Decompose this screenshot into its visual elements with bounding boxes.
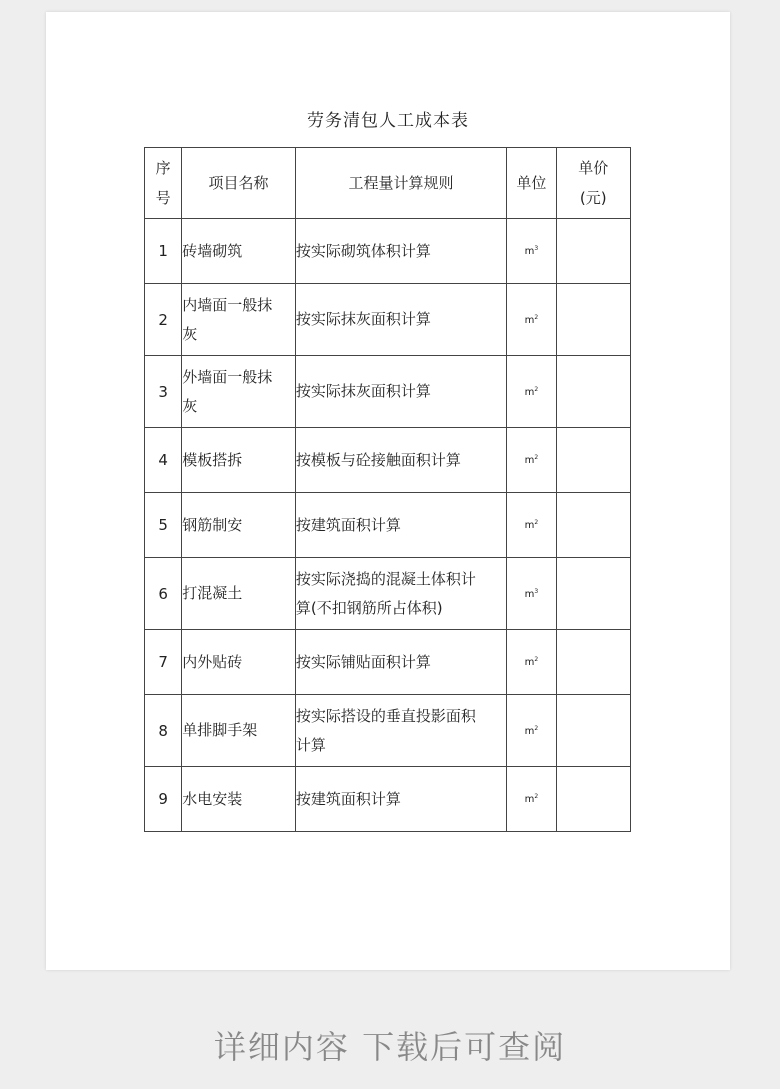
- row-price: [556, 428, 631, 493]
- unit-symbol: m: [524, 314, 535, 326]
- row-unit: [507, 767, 556, 832]
- labor-cost-table: [144, 147, 631, 832]
- row-name: [182, 767, 296, 832]
- row-unit: [507, 356, 556, 428]
- table-header-row: [145, 148, 631, 219]
- row-price: [556, 356, 631, 428]
- row-name-line1: 钢筋制安: [182, 515, 243, 534]
- row-name: [182, 219, 296, 284]
- row-price: [556, 219, 631, 284]
- row-rule-line1: 按建筑面积计算: [295, 789, 401, 808]
- row-no: 1: [145, 219, 182, 284]
- row-rule-line1: 按实际抹灰面积计算: [295, 310, 431, 328]
- row-rule-line1: 按实际搭设的垂直投影面积: [295, 706, 476, 725]
- row-price: [556, 695, 631, 767]
- row-name-line1: 砖墙砌筑: [182, 241, 243, 260]
- row-name: [182, 630, 296, 695]
- table-row: [145, 558, 631, 630]
- header-no-line1: 序: [155, 159, 171, 177]
- unit-symbol: m: [524, 657, 535, 668]
- unit-superscript: 2: [534, 519, 539, 526]
- table-row: [145, 356, 631, 428]
- row-rule: [295, 767, 506, 832]
- table-row: [145, 630, 631, 695]
- row-rule-line1: 按实际铺贴面积计算: [295, 652, 431, 671]
- row-unit: [507, 428, 556, 493]
- row-name-line1: 打混凝土: [182, 584, 243, 602]
- row-no: 9: [145, 767, 182, 832]
- row-rule-line2: 计算: [295, 735, 326, 754]
- unit-superscript: 2: [534, 656, 539, 663]
- row-name-line1: 单排脚手架: [182, 721, 258, 739]
- row-rule-line1: 按实际浇捣的混凝土体积计: [295, 569, 476, 588]
- unit-superscript: 3: [534, 587, 539, 595]
- row-price: [556, 767, 631, 832]
- row-name: [182, 284, 296, 356]
- unit-symbol: m: [524, 725, 535, 737]
- row-unit: [507, 284, 556, 356]
- row-name-line2: 灰: [182, 396, 198, 415]
- row-name: [182, 428, 296, 493]
- row-rule: [295, 630, 506, 695]
- unit-superscript: 2: [534, 793, 539, 800]
- header-price-line2: (元): [579, 189, 607, 207]
- row-name: [182, 493, 296, 558]
- row-unit: [507, 630, 556, 695]
- unit-superscript: 3: [534, 245, 539, 252]
- row-rule: [295, 356, 506, 428]
- table-row: [145, 695, 631, 767]
- row-rule: [295, 428, 506, 493]
- unit-symbol: m: [524, 246, 535, 257]
- row-rule: [295, 695, 506, 767]
- unit-superscript: 2: [534, 454, 539, 461]
- header-no: [145, 148, 182, 219]
- unit-symbol: m: [524, 588, 535, 600]
- header-rule: 工程量计算规则: [295, 148, 506, 219]
- download-hint: 详细内容 下载后可查阅: [213, 1028, 567, 1066]
- row-rule: [295, 284, 506, 356]
- row-unit: [507, 219, 556, 284]
- header-price-line1: 单价: [578, 159, 609, 177]
- table-row: [145, 767, 631, 832]
- header-unit: 单位: [507, 148, 556, 219]
- row-rule: [295, 219, 506, 284]
- row-no: 2: [145, 284, 182, 356]
- row-rule-line1: 按实际抹灰面积计算: [295, 382, 431, 400]
- unit-symbol: m: [524, 794, 535, 805]
- table-row: [145, 284, 631, 356]
- row-no: 7: [145, 630, 182, 695]
- row-name-line1: 内墙面一般抹: [182, 295, 273, 314]
- header-name: 项目名称: [182, 148, 296, 219]
- row-name: [182, 558, 296, 630]
- row-name-line1: 内外贴砖: [182, 652, 243, 671]
- row-no: 6: [145, 558, 182, 630]
- row-price: [556, 630, 631, 695]
- row-name-line1: 外墙面一般抹: [182, 367, 273, 386]
- row-rule-line1: 按模板与砼接触面积计算: [295, 450, 461, 469]
- row-name: [182, 695, 296, 767]
- row-price: [556, 558, 631, 630]
- row-name-line1: 水电安装: [182, 789, 243, 808]
- row-no: 5: [145, 493, 182, 558]
- row-unit: [507, 558, 556, 630]
- row-rule: [295, 558, 506, 630]
- row-name-line1: 模板搭拆: [182, 450, 243, 469]
- unit-symbol: m: [524, 520, 535, 531]
- row-price: [556, 493, 631, 558]
- row-name-line2: 灰: [182, 324, 198, 343]
- row-rule: [295, 493, 506, 558]
- row-unit: [507, 493, 556, 558]
- row-unit: [507, 695, 556, 767]
- table-row: [145, 493, 631, 558]
- header-price: [556, 148, 631, 219]
- document-title: 劳务清包人工成本表: [307, 111, 469, 131]
- document-page: [46, 12, 730, 970]
- unit-superscript: 2: [534, 313, 539, 321]
- row-rule-line1: 按实际砌筑体积计算: [295, 241, 431, 260]
- header-no-line2: 号: [155, 189, 171, 207]
- row-no: 3: [145, 356, 182, 428]
- unit-superscript: 2: [534, 385, 539, 393]
- row-price: [556, 284, 631, 356]
- row-name: [182, 356, 296, 428]
- unit-symbol: m: [524, 455, 535, 466]
- table-row: [145, 428, 631, 493]
- row-rule-line1: 按建筑面积计算: [295, 515, 401, 534]
- row-no: 4: [145, 428, 182, 493]
- row-rule-line2: 算(不扣钢筋所占体积): [295, 598, 443, 617]
- unit-superscript: 2: [534, 724, 539, 732]
- table-row: [145, 219, 631, 284]
- row-no: 8: [145, 695, 182, 767]
- unit-symbol: m: [524, 386, 535, 398]
